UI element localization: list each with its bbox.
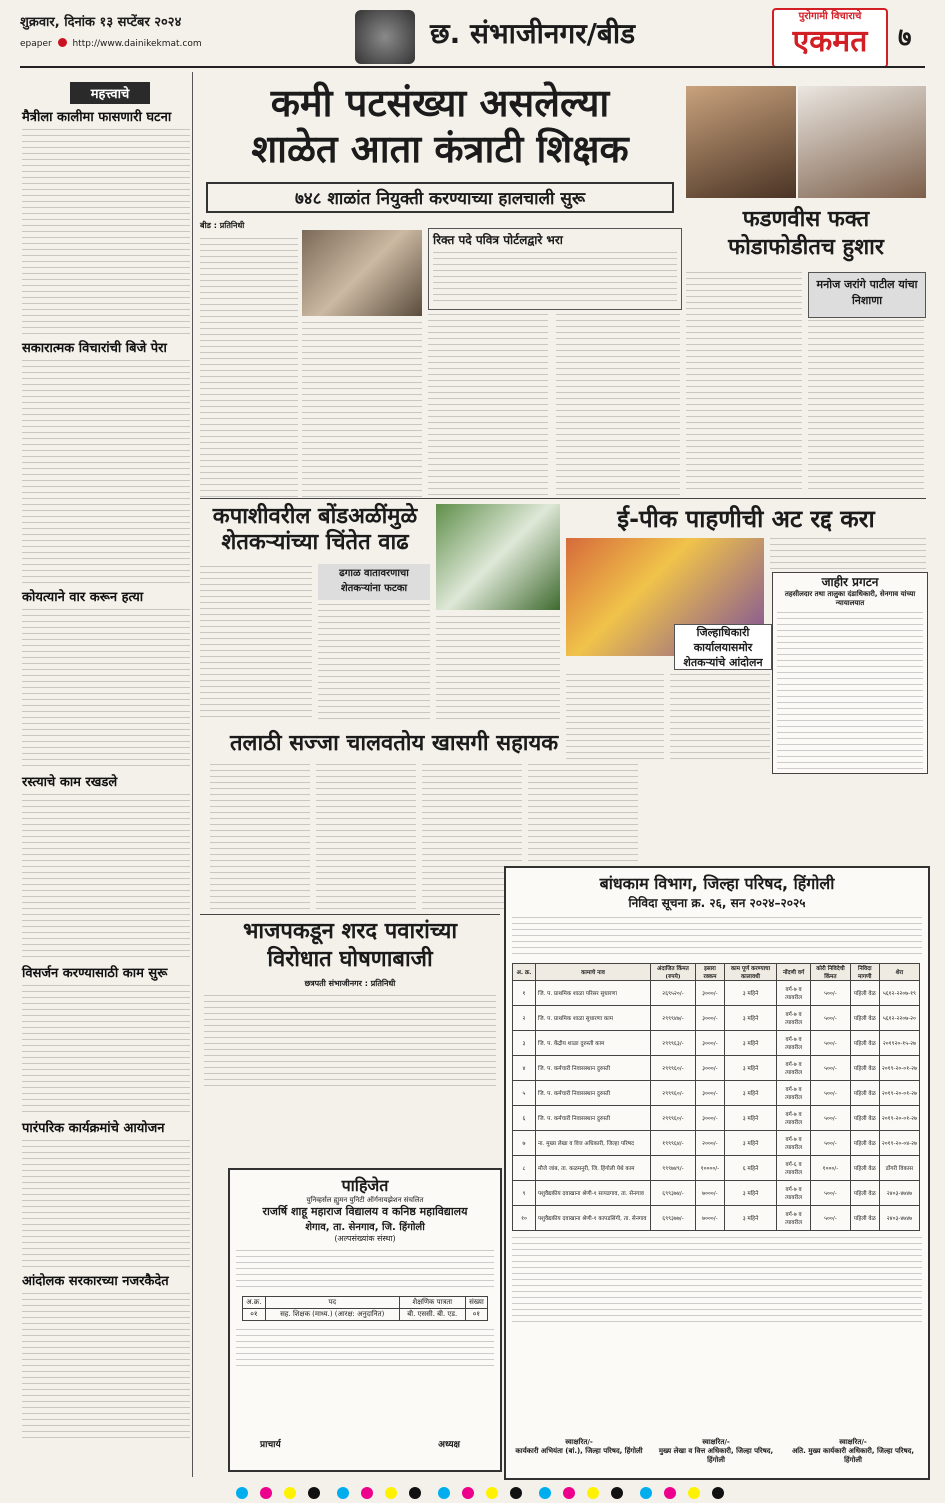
tender-cell-remark: २४०३-४७४७ [879,1206,919,1231]
tender-cell-no: ७ [513,1131,536,1156]
tender-cell-name: जि. प. प्राथमिक शाळा सुधारणा काम [536,1006,651,1031]
bjp-headline-line1: भाजपकडून शरद पवारांच्या [242,919,458,944]
lead-headline-line2: शाळेत आता कंत्राटी शिक्षक [251,127,629,171]
sidebar-title: महत्त्वाचे [70,82,150,104]
tender-cell-bid: पहिली वेळ [850,1006,879,1031]
edition-title: छ. संभाजीनगर/बीड [430,17,636,50]
wanted-sign-right: अध्यक्ष [438,1440,460,1450]
tender-sign-1 [512,1438,646,1456]
bjp-headline-line2: विरोधात घोषणाबाजी [267,947,433,972]
tender-terms [512,1237,922,1323]
fadnavis-box: मनोज जरांगे पाटील यांचा निशाणा [808,272,926,318]
globe-icon [58,38,67,47]
tender-sign-3 [786,1438,920,1465]
cotton-box: ढगाळ वातावरणाचा शेतकऱ्यांना फटका [318,564,430,600]
tender-cell-cost: १९९९६४/- [651,1131,696,1156]
table-row [513,1206,920,1231]
tender-col-name: कामाचे नाव [536,964,651,981]
tender-cell-cost: ६९९३७४/- [651,1181,696,1206]
jarange-photo [686,86,796,198]
emblem-icon [355,10,415,64]
wanted-th: शैक्षणिक पात्रता [399,1297,465,1309]
tender-cell-remark: २०१९-२०-०१-२७ [879,1081,919,1106]
sidebar-item-heading: आंदोलक सरकारच्या नजरकैदेत [22,1274,169,1289]
tender-cell-emd: ७०००/- [695,1206,724,1231]
tender-cell-bid: पहिली वेळ [850,1156,879,1181]
color-registration-bar [70,1484,890,1498]
lead-box-title: रिक्त पदे पवित्र पोर्टलद्वारे भरा [433,233,563,247]
wanted-th: अ.क्र. [243,1297,266,1309]
tender-cell-cls: वर्ग-७ व त्यावरील [777,1106,811,1131]
tender-cell-no: ५ [513,1081,536,1106]
lead-body-col3 [428,314,548,498]
notice-title: जाहीर प्रगटन [821,575,879,589]
wanted-place: शेगाव, ता. सेनगाव, जि. हिंगोली [305,1222,425,1233]
tender-cell-fee: ५००/- [811,1106,851,1131]
tender-cell-cost: २९९९६३/- [651,1031,696,1056]
table-row [513,1181,920,1206]
tender-sign-2 [649,1438,783,1465]
lead-box [428,228,682,310]
tender-cell-remark: २०१९२०-१५-२७ [879,1031,919,1056]
tender-col-period: काम पूर्ण करण्याचा कालावधी [724,964,776,981]
tender-cell-fee: ५००/- [811,1206,851,1231]
lead-subhead: ७४८ शाळांत नियुक्ती करण्याच्या हालचाली सुरू [206,182,674,213]
tender-cell-name: पशुवैद्यकीय दवाखाना श्रेणी-१ सापडगाव, ता. सेनगाव [536,1181,651,1206]
tender-cell-fee: ५००/- [811,1031,851,1056]
tender-cell-no: ३ [513,1031,536,1056]
tender-col-cost: अंदाजित किंमत (रुपये) [651,964,696,981]
table-row [513,1106,920,1131]
tender-cell-emd: ३०००/- [695,1031,724,1056]
tender-cell-no: २ [513,1006,536,1031]
cotton-headline-line1: कपाशीवरील बोंडअळींमुळे [212,504,418,529]
tender-cell-period: ३ महिने [724,1081,776,1106]
tender-cell-remark: ५६१२-२२०७-२० [879,1006,919,1031]
wanted-th: पद [265,1297,399,1309]
tender-cell-cost: २९९९४७/- [651,1006,696,1031]
tender-cell-period: ३ महिने [724,1206,776,1231]
tender-cell-emd: ३०००/- [695,1106,724,1131]
fadnavis-headline-line1: फडणवीस फक्त [742,207,870,232]
tender-cell-cls: वर्ग-७ व त्यावरील [777,1181,811,1206]
tender-cell-remark: डोंगरी विकास [879,1156,919,1181]
table-row [513,1156,920,1181]
tender-cell-emd: ३०००/- [695,1081,724,1106]
fadnavis-photo [798,86,926,198]
table-row [513,1131,920,1156]
sidebar-item-body [22,360,190,586]
tender-cell-remark: २०१९-२०-०१-२७ [879,1056,919,1081]
tender-subtitle: निविदा सूचना क्र. २६, सन २०२४–२०२५ [628,896,806,910]
bjp-story [200,918,500,1088]
wanted-td: सह. शिक्षक (माध्य.) (आरक्ष: अनुदानित) [265,1309,399,1321]
tender-cell-no: ६ [513,1106,536,1131]
school-photo [302,230,422,316]
page-number: ७ [898,23,912,53]
epaper-text: epaper [20,39,52,49]
tender-cell-cls: वर्ग-७ व त्यावरील [777,1056,811,1081]
tender-cell-no: १ [513,981,536,1006]
table-row [513,1056,920,1081]
epaper-label [20,38,202,49]
tender-cell-remark: २०१९-२०-०१-२७ [879,1106,919,1131]
wanted-td: ०१ [465,1309,487,1321]
tender-cell-bid: पहिली वेळ [850,1031,879,1056]
fadnavis-story [686,86,926,496]
table-row [513,1006,920,1031]
tender-cell-cls: वर्ग-७ व त्यावरील [777,1081,811,1106]
tender-cell-cost: २९९९६०/- [651,1056,696,1081]
tender-cell-period: ३ महिने [724,981,776,1006]
sign-title: कार्यकारी अभियंता (बां.), जिल्हा परिषद, हिंगोली [515,1447,643,1455]
cotton-photo [436,504,560,610]
sidebar-item-heading: पारंपरिक कार्यक्रमांचे आयोजन [22,1121,165,1136]
lead-headline-line1: कमी पटसंख्या असलेल्या [270,81,610,125]
tender-cell-name: जि. प. प्राथमिक शाळा परिसर सुधारणा [536,981,651,1006]
tender-cell-cls: वर्ग-६ व त्यावरील [777,1156,811,1181]
brand-name: एकमत [792,24,868,59]
tender-col-emd: इसारा रक्कम [695,964,724,981]
tender-cell-name: जि. प. केंद्रीय शाळा दुरुस्ती काम [536,1031,651,1056]
cotton-headline-line2: शेतकऱ्यांच्या चिंतेत वाढ [221,530,409,555]
tender-cell-emd: ३०००/- [695,1006,724,1031]
talathi-body-col1 [210,764,310,914]
cotton-body-col3 [436,616,560,722]
tender-cell-period: ३ महिने [724,1181,776,1206]
tender-cell-cost: ९९९७४९/- [651,1156,696,1181]
table-row [513,1031,920,1056]
issue-date: शुक्रवार, दिनांक १३ सप्टेंबर २०२४ [20,15,182,30]
talathi-body-col2 [316,764,416,914]
epeek-body-right [770,538,926,572]
tender-cell-emd: १००००/- [695,1156,724,1181]
sidebar-item-body [22,129,190,337]
wanted-body [236,1250,494,1290]
tender-cell-emd: ३०००/- [695,1056,724,1081]
lead-byline: बीड : प्रतिनिधी [200,221,245,230]
tender-intro [512,917,922,957]
tender-cell-period: ६ महिने [724,1156,776,1181]
tender-cell-name: जि. प. कर्मचारी निवासस्थान दुरुस्ती [536,1056,651,1081]
sign-title: मुख्य लेखा व वित्त अधिकारी, जिल्हा परिषद, हिंगोली [658,1447,774,1464]
notice-subtitle: तहसीलदार तथा तालुका दंडाधिकारी, सेनगाव यांच्या न्यायालयात [784,590,916,607]
wanted-table [242,1296,488,1321]
sidebar-item-body [22,794,190,962]
tender-cell-remark: ५६१२-२२०७-१९ [879,981,919,1006]
sidebar-item-heading: मैत्रीला कालीमा फासणारी घटना [22,110,172,125]
tender-col-bid: निविदा मागणी [850,964,879,981]
tender-cell-emd: ३०००/- [695,981,724,1006]
wanted-org: युनिव्हर्सल ह्युमन युनिटी ऑर्गनायझेशन संचलित [306,1196,424,1204]
tender-cell-no: १० [513,1206,536,1231]
tender-cell-cls: वर्ग-७ व त्यावरील [777,981,811,1006]
tender-cell-bid: पहिली वेळ [850,1106,879,1131]
lead-body-col4 [556,314,680,498]
sidebar-item-body [22,609,190,771]
bjp-byline: छत्रपती संभाजीनगर : प्रतिनिधी [304,979,396,988]
wanted-note [236,1329,494,1369]
lead-body-col1 [200,238,298,498]
tender-cell-period: ३ महिने [724,1031,776,1056]
tender-cell-name: जि. प. कर्मचारी निवासस्थान दुरुस्ती [536,1081,651,1106]
tender-cell-bid: पहिली वेळ [850,1081,879,1106]
wanted-minority: (अल्पसंख्यांक संस्था) [334,1234,396,1243]
cotton-story [200,504,560,724]
tender-notice [504,866,930,1480]
sidebar [20,72,193,1477]
fadnavis-headline-line2: फोडाफोडीतच हुशार [728,235,884,260]
tender-cell-remark: २४०३-४७४७ [879,1181,919,1206]
talathi-headline: तलाठी सज्जा चालवतोय खासगी सहायक [230,731,559,756]
tender-col-remark: शेरा [879,964,919,981]
tender-cell-period: ३ महिने [724,1106,776,1131]
epeek-headline: ई-पीक पाहणीची अट रद्द करा [617,505,875,533]
sidebar-item-body [22,1140,190,1270]
tender-col-no: अ. क्र. [513,964,536,981]
sidebar-item-heading: विसर्जन करण्यासाठी काम सुरू [22,966,168,981]
tender-cell-emd: २०००/- [695,1131,724,1156]
tender-cell-fee: ५००/- [811,1081,851,1106]
tender-cell-name: पशुवैद्यकीय दवाखाना श्रेणी-१ कापडसिंगी, ता. सेनगाव [536,1206,651,1231]
tender-cell-fee: १०००/- [811,1156,851,1181]
fadnavis-body-col2 [808,320,924,494]
tender-cell-bid: पहिली वेळ [850,1131,879,1156]
table-row [513,981,920,1006]
wanted-title: पाहिजेत [341,1176,389,1195]
tender-cell-remark: २०१९-२०-०४-२७ [879,1131,919,1156]
bjp-body [204,995,496,1087]
wanted-school: राजर्षि शाहू महाराज विद्यालय व कनिष्ठ महाविद्यालय [262,1205,468,1218]
epeek-box: जिल्हाधिकारी कार्यालयासमोर शेतकऱ्यांचे आंदोलन [674,624,772,670]
wanted-td: बी. एससी. बी. एड. [399,1309,465,1321]
sign-label: स्वाक्षरित/- [839,1438,867,1446]
wanted-th: संख्या [465,1297,487,1309]
tender-cell-period: ३ महिने [724,1006,776,1031]
tender-cell-period: ३ महिने [724,1056,776,1081]
tender-cell-no: ९ [513,1181,536,1206]
tender-cell-period: ३ महिने [724,1131,776,1156]
tender-cell-cost: २९९९६०/- [651,1106,696,1131]
cotton-body-col2 [318,604,430,722]
tender-cell-bid: पहिली वेळ [850,1206,879,1231]
tender-cell-emd: ७०००/- [695,1181,724,1206]
tender-table [512,963,920,1231]
tender-cell-cost: २९९९६०/- [651,1081,696,1106]
sidebar-item-heading: रस्त्याचे काम रखडले [22,775,118,790]
brand-tagline: पुरोगामी विचाराचे [798,11,862,22]
tender-cell-fee: ५००/- [811,1181,851,1206]
wanted-ad [228,1168,502,1472]
tender-cell-cost: ६९९३७७/- [651,1206,696,1231]
tender-cell-fee: ५००/- [811,1056,851,1081]
tender-col-fee: कोरी निविदेची किंमत [811,964,851,981]
tender-title: बांधकाम विभाग, जिल्हा परिषद, हिंगोली [599,874,835,893]
tender-cell-no: ४ [513,1056,536,1081]
lead-story [200,80,680,500]
wanted-sign-left: प्राचार्य [260,1440,281,1450]
tender-col-class: नोंदणी वर्ग [777,964,811,981]
sidebar-item-body [22,985,190,1117]
website-link[interactable]: http://www.dainikekmat.com [72,39,202,49]
masthead [20,8,925,80]
sign-title: अति. मुख्य कार्यकारी अधिकारी, जिल्हा परिषद, हिंगोली [791,1447,915,1464]
tender-cell-name: ना. मुख्य लेखा व वित्त अधिकारी, जिल्हा परिषद [536,1131,651,1156]
notice-body [777,612,923,772]
tender-cell-name: मौजे जांब, ता. कळमनुरी, जि. हिंगोली येथे काम [536,1156,651,1181]
table-row [513,1081,920,1106]
sidebar-item-heading: सकारात्मक विचारांची बिजे पेरा [22,341,167,356]
tender-cell-no: ८ [513,1156,536,1181]
tender-cell-name: जि. प. कर्मचारी निवासस्थान दुरुस्ती [536,1106,651,1131]
tender-cell-bid: पहिली वेळ [850,1056,879,1081]
wanted-td: ०१ [243,1309,266,1321]
tender-cell-cost: २६९५२०/- [651,981,696,1006]
tender-cell-cls: वर्ग-७ व त्यावरील [777,1131,811,1156]
public-notice [772,572,928,774]
brand-logo [772,8,888,68]
tender-cell-bid: पहिली वेळ [850,1181,879,1206]
tender-cell-cls: वर्ग-७ व त्यावरील [777,1206,811,1231]
sidebar-item-heading: कोयत्याने वार करून हत्या [22,590,144,605]
sign-label: स्वाक्षरित/- [702,1438,730,1446]
tender-cell-fee: ५००/- [811,981,851,1006]
lead-body-col2 [302,322,422,498]
sidebar-item-body [22,1293,190,1443]
tender-cell-cls: वर्ग-७ व त्यावरील [777,1006,811,1031]
tender-signatures [512,1438,920,1472]
tender-cell-fee: ५००/- [811,1006,851,1031]
tender-cell-fee: ५००/- [811,1131,851,1156]
tender-cell-bid: पहिली वेळ [850,981,879,1006]
cotton-body-col1 [200,566,312,722]
sign-label: स्वाक्षरित/- [565,1438,593,1446]
fadnavis-body-col1 [686,272,802,494]
tender-cell-cls: वर्ग-७ व त्यावरील [777,1031,811,1056]
